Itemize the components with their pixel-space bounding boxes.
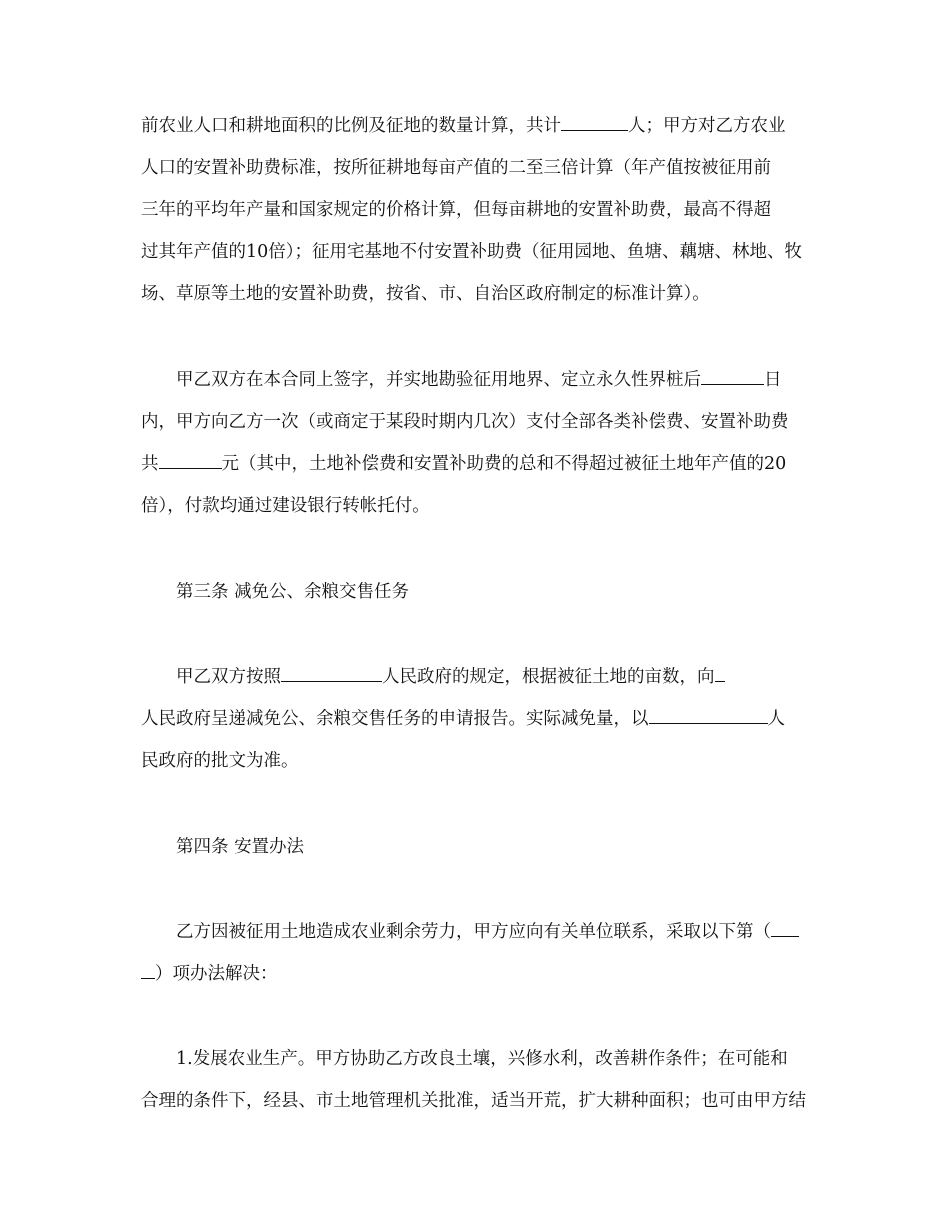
text-line: 人民政府呈递减免公、余粮交售任务的申请报告。实际减免量，以 人 (141, 698, 813, 740)
fill-blank (649, 705, 768, 724)
text-line: 场、草原等土地的安置补助费，按省、市、自治区政府制定的标准计算）。 (141, 284, 710, 304)
fill-blank (771, 918, 799, 937)
text-line: ）项办法解决： (141, 953, 813, 995)
fill-blank (715, 663, 725, 682)
paragraph-compensation-standard (141, 105, 813, 315)
paragraph-payment (141, 359, 813, 527)
text-line: 三年的平均年产量和国家规定的价格计算，但每亩耕地的安置补助费，最高不得超 (141, 200, 771, 220)
text-line: 甲乙双方在本合同上签字，并实地勘验征用地界、定立永久性界桩后 日 (141, 359, 813, 401)
fill-blank (281, 663, 382, 682)
article-3-heading: 第三条 减免公、余粮交售任务 (176, 582, 410, 602)
text-line: 乙方因被征用土地造成农业剩余劳力，甲方应向有关单位联系，采取以下第（ (141, 911, 813, 953)
text-line: 1.发展农业生产。甲方协助乙方改良土壤，兴修水利，改善耕作条件；在可能和 (176, 1049, 788, 1069)
text-line: 民政府的批文为准。 (141, 751, 299, 771)
text-line: 合理的条件下，经县、市土地管理机关批准，适当开荒，扩大耕种面积；也可由甲方结 (141, 1091, 806, 1111)
text-line: 共 元（其中，土地补偿费和安置补助费的总和不得超过被征土地年产值的20 (141, 443, 813, 485)
fill-blank (141, 960, 155, 979)
text-line: 过其年产值的10倍）；征用宅基地不付安置补助费（征用园地、鱼塘、藕塘、林地、牧 (141, 242, 803, 262)
text-line: 倍），付款均通过建设银行转帐托付。 (141, 496, 430, 516)
text-line: 前农业人口和耕地面积的比例及征地的数量计算，共计 人；甲方对乙方农业 (141, 105, 813, 147)
paragraph-resettlement-options (141, 911, 813, 995)
paragraph-agricultural-production (141, 1038, 813, 1122)
fill-blank (159, 450, 222, 469)
article-4-heading: 第四条 安置办法 (176, 837, 305, 857)
fill-blank (701, 366, 764, 385)
text-line: 甲乙双方按照 人民政府的规定，根据被征土地的亩数，向 (141, 656, 813, 698)
fill-blank (561, 112, 628, 131)
paragraph-grain-reduction (141, 656, 813, 782)
text-line: 内，甲方向乙方一次（或商定于某段时期内几次）支付全部各类补偿费、安置补助费 (141, 412, 789, 432)
text-line: 人口的安置补助费标准，按所征耕地每亩产值的二至三倍计算（年产值按被征用前 (141, 158, 771, 178)
